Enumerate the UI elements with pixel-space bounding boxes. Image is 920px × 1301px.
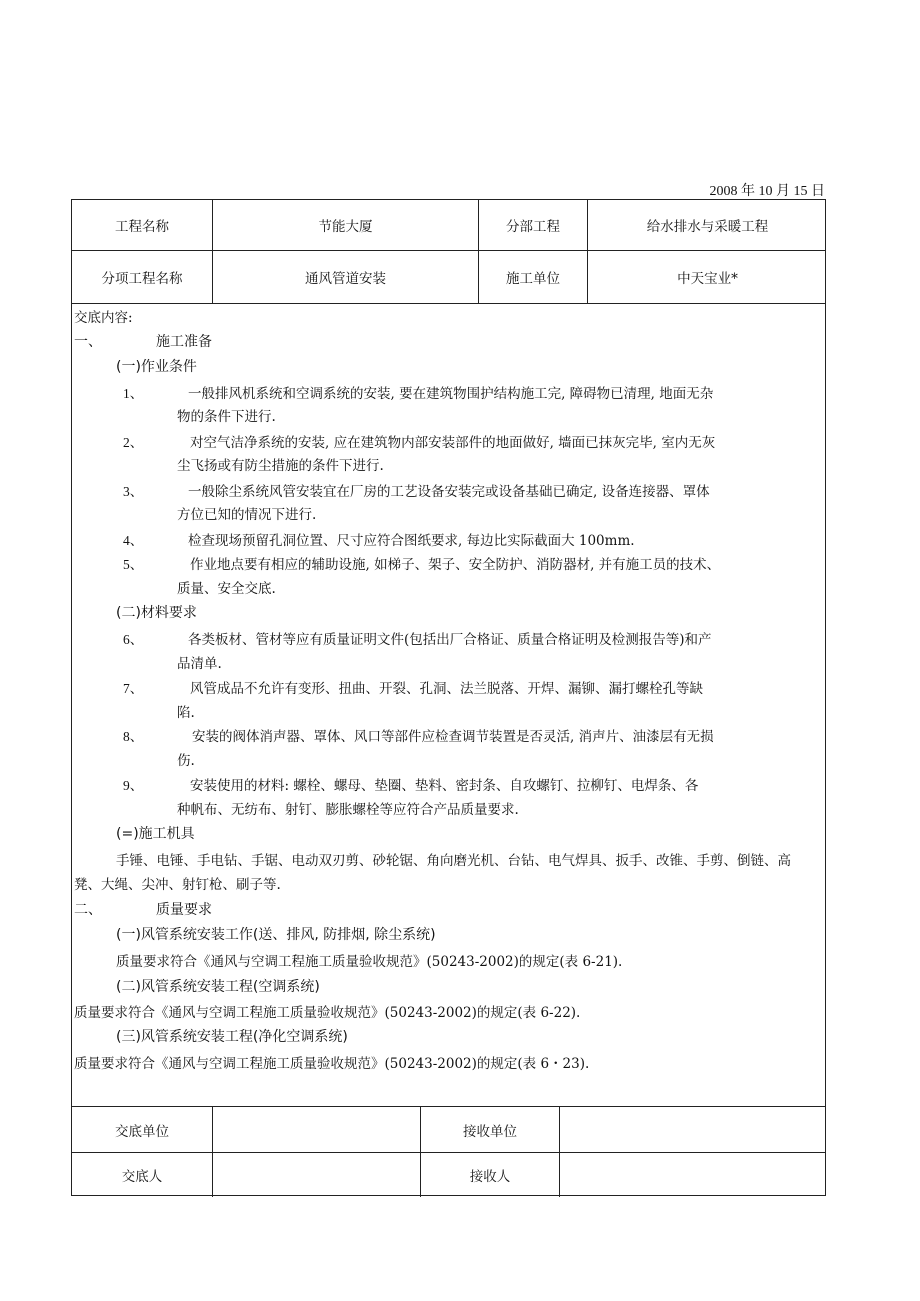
- tools-line: 凳、大绳、尖冲、射钉枪、刷子等.: [74, 877, 281, 893]
- item-line: 质量、安全交底.: [177, 581, 276, 597]
- project-name-label: 工程名称: [72, 200, 213, 250]
- issuing-unit-label: 交底单位: [72, 1107, 213, 1152]
- footer-row-2: [72, 1153, 825, 1197]
- header-row-2: [72, 251, 825, 304]
- subsection-duct-installation-cleanroom: (三)风管系统安装工程(净化空调系统): [116, 1029, 348, 1045]
- item-line: 方位已知的情况下进行.: [177, 507, 317, 523]
- item-line: 检查现场预留孔洞位置、尺寸应符合图纸要求, 每边比实际截面大 100mm.: [188, 533, 635, 549]
- item-line: 一般排风机系统和空调系统的安装, 要在建筑物围护结构施工完, 障碍物已清理, 地面无杂: [188, 386, 714, 402]
- section-2-number: 二、: [74, 902, 102, 918]
- division-value: 给水排水与采暖工程: [646, 219, 769, 235]
- subitem-name-label: 分项工程名称: [72, 251, 213, 303]
- quality-requirement-text: 质量要求符合《通风与空调工程施工质量验收规范》(50243-2002)的规定(表 6-22).: [74, 1005, 581, 1021]
- issuing-unit-value: [213, 1107, 421, 1152]
- item-line: 各类板材、管材等应有质量证明文件(包括出厂合格证、质量合格证明及检测报告等)和产: [188, 632, 712, 648]
- issuer-label: 交底人: [72, 1153, 213, 1197]
- item-line: 安装使用的材料: 螺栓、螺母、垫圈、垫料、密封条、自攻螺钉、拉柳钉、电焊条、各: [190, 778, 699, 794]
- issuer-value: [213, 1153, 421, 1197]
- item-line: 种帆布、无纺布、射钉、膨胀螺栓等应符合产品质量要求.: [177, 802, 519, 818]
- quality-requirement-text: 质量要求符合《通风与空调工程施工质量验收规范》(50243-2002)的规定(表 6・23).: [74, 1056, 590, 1072]
- item-line: 品清单.: [177, 656, 222, 672]
- content-intro: 交底内容:: [74, 310, 133, 326]
- section-1-title: 施工准备: [156, 334, 212, 350]
- item-line: 物的条件下进行.: [177, 409, 276, 425]
- item-number: 7、: [123, 681, 144, 696]
- item-number: 8、: [123, 729, 144, 744]
- division-label: 分部工程: [479, 200, 588, 250]
- footer-row-1: [72, 1107, 825, 1153]
- document-date: 2008 年 10 月 15 日: [709, 184, 825, 199]
- disclosure-content: [72, 304, 825, 1107]
- contractor-value: 中天宝业*: [677, 271, 738, 287]
- receiving-unit-label: 接收单位: [421, 1107, 560, 1152]
- tools-line: 手锤、电锤、手电钻、手锯、电动双刃剪、砂轮锯、角向磨光机、台钻、电气焊具、扳手、改锥、手剪、倒链、高: [116, 853, 791, 869]
- item-line: 作业地点要有相应的辅助设施, 如梯子、架子、安全防护、消防器材, 并有施工员的技术、: [190, 557, 721, 573]
- item-line: 风管成品不允许有变形、扭曲、开裂、孔洞、法兰脱落、开焊、漏铆、漏打螺栓孔等缺: [190, 681, 703, 697]
- item-number: 1、: [123, 386, 144, 401]
- contractor-label: 施工单位: [479, 251, 588, 303]
- receiver-label: 接收人: [421, 1153, 560, 1197]
- item-line: 对空气洁净系统的安装, 应在建筑物内部安装部件的地面做好, 墙面已抹灰完毕, 室内无灰: [190, 435, 716, 451]
- section-2-title: 质量要求: [156, 902, 212, 918]
- item-number: 2、: [123, 435, 144, 450]
- receiver-value: [560, 1153, 827, 1197]
- subsection-construction-tools: (=)施工机具: [116, 826, 195, 842]
- item-number: 4、: [123, 533, 144, 548]
- item-line: 一般除尘系统风管安装宜在厂房的工艺设备安装完或设备基础已确定, 设备连接器、罩体: [188, 484, 710, 500]
- item-number: 9、: [123, 778, 144, 793]
- item-number: 3、: [123, 484, 144, 499]
- item-line: 安装的阀体消声器、罩体、风口等部件应检查调节装置是否灵活, 消声片、油漆层有无损: [192, 729, 714, 745]
- subsection-material-requirements: (二)材料要求: [116, 605, 197, 621]
- item-line: 伤.: [177, 753, 195, 769]
- item-line: 尘飞扬或有防尘措施的条件下进行.: [177, 458, 384, 474]
- item-line: 陷.: [177, 705, 195, 721]
- subsection-duct-installation-hvac: (二)风管系统安装工程(空调系统): [116, 979, 320, 995]
- subsection-duct-installation-ventilation: (一)风管系统安装工作(送、排风, 防排烟, 除尘系统): [116, 927, 436, 943]
- subsection-work-conditions: (一)作业条件: [116, 359, 197, 375]
- section-1-number: 一、: [74, 334, 102, 350]
- item-number: 6、: [123, 632, 144, 647]
- quality-requirement-text: 质量要求符合《通风与空调工程施工质量验收规范》(50243-2002)的规定(表 6-21).: [116, 954, 623, 970]
- project-name-value: 节能大厦: [213, 200, 479, 250]
- disclosure-form: [71, 199, 826, 1196]
- subitem-name-value: 通风管道安装: [213, 251, 479, 303]
- header-row-1: [72, 200, 825, 251]
- item-number: 5、: [123, 557, 144, 572]
- receiving-unit-value: [560, 1107, 827, 1152]
